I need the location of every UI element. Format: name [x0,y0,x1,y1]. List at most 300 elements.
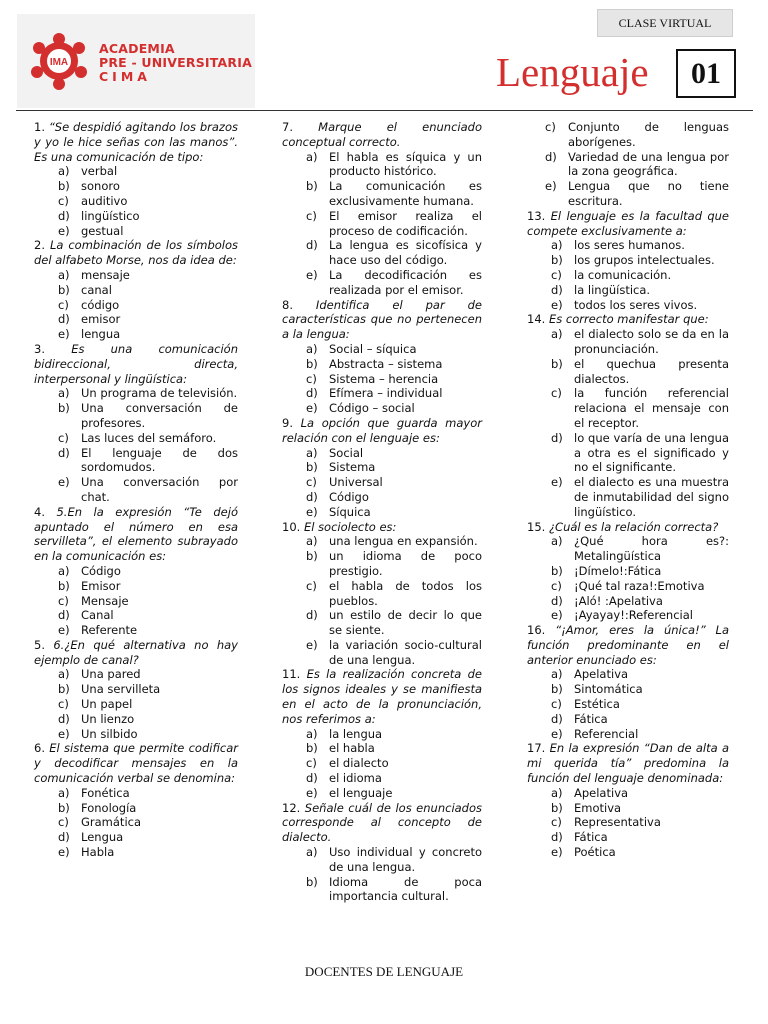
option-letter: d) [58,312,70,327]
option-letter: a) [58,386,70,401]
option-letter: a) [551,534,563,549]
option-text: gestual [81,223,124,238]
option [34,268,238,283]
question-number: 14. [527,312,546,327]
question-text: “¡Amor, eres la única!” La función predominante en el anterior enunciado es: [527,623,729,667]
option [34,623,238,638]
option [282,401,482,416]
option [282,446,482,461]
option-letter: a) [306,534,318,549]
option [527,357,729,387]
option-text: Variedad de una lengua por la zona geográfica. [568,149,729,179]
question-text: Identifica el par de características que no pertenecen a la lengua: [282,297,482,342]
option-text: Una conversación de profesores. [81,401,238,430]
unit-number: 01 [676,49,736,98]
option-text: todos los seres vivos. [574,297,698,312]
option [282,372,482,387]
question-text: Es una comunicación bidireccional, directa, interpersonal y lingüística: [34,341,238,386]
option-letter: d) [306,771,318,786]
option-text: Un programa de televisión. [81,386,238,401]
question-number: 17. [527,741,546,756]
question-number: 3. [34,341,45,356]
option [527,815,729,830]
option [34,786,238,801]
option-text: La decodificación es realizada por el emisor. [329,267,482,297]
option-text: el dialecto [329,756,389,771]
option [34,283,238,298]
option-letter: e) [551,845,563,860]
option-letter: d) [551,711,563,726]
option-text: Estética [574,697,620,712]
question-text: La combinación de los símbolos del alfabeto Morse, nos da idea de: [34,238,239,268]
option [282,505,482,520]
option [34,446,238,476]
option-text: lengua [81,327,121,342]
option-text: ¡Ayayay!:Referencial [574,608,693,623]
question-number: 10. [282,519,301,534]
option-letter: b) [58,282,70,297]
option-letter: a) [58,563,70,578]
option-letter: a) [551,238,563,253]
option-letter: a) [551,667,563,682]
question-text: Marque el enunciado conceptual correcto. [282,120,482,149]
question-text: “Se despidió agitando los brazos y yo le hice señas con las manos”. Es una comunicación de tipo: [34,120,238,164]
option [282,490,482,505]
question-number: 4. [34,504,45,519]
option [527,667,729,682]
option-letter: d) [306,489,318,504]
option-letter: b) [58,800,70,815]
option-letter: c) [58,297,69,312]
option-text: Código – social [329,401,415,416]
option-letter: c) [545,120,556,134]
option-letter: a) [58,164,70,179]
option [34,579,238,594]
option-letter: c) [58,193,69,208]
question-stem [527,741,729,785]
option-text: Universal [329,475,383,490]
option-text: ¡Dímelo!:Fática [574,563,662,578]
option-letter: b) [58,401,70,416]
option-letter: c) [551,697,562,712]
question-text: 6.¿En qué alternativa no hay ejemplo de canal? [34,637,238,667]
option [527,150,729,180]
column-2 [282,120,482,904]
option [34,830,238,845]
option [282,579,482,609]
option [282,386,482,401]
option-text: lo que varía de una lengua a otra es el significado y no el significante. [574,430,729,475]
option-letter: e) [58,726,70,741]
question-text: El sistema que permite codificar y decodificar mensajes en la comunicación verbal se denomina: [34,741,238,786]
option-letter: b) [551,253,563,268]
question-text: Señale cuál de los enunciados corresponde al concepto de dialecto. [282,800,483,845]
option [282,268,482,298]
option-letter: b) [58,682,70,697]
option-letter: e) [306,504,318,519]
option-text: Fonética [81,785,130,800]
option [527,608,729,623]
option [34,727,238,742]
option-text: Representativa [574,815,661,830]
option-text: Fática [574,830,608,845]
option-letter: a) [58,267,70,282]
option-letter: b) [306,874,318,889]
option-letter: e) [551,726,563,741]
class-badge: CLASE VIRTUAL [597,9,733,37]
option-text: un idioma de poco prestigio. [329,549,482,578]
option-letter: d) [306,386,318,401]
option-letter: c) [58,697,69,712]
option [527,801,729,816]
question-stem [527,623,729,667]
option-letter: d) [306,238,318,253]
option [282,475,482,490]
option-text: El lenguaje de dos sordomudos. [81,445,238,475]
option [34,164,238,179]
question-stem [527,520,729,535]
question-number: 13. [527,208,546,223]
question-number: 5. [34,637,45,652]
option-letter: a) [306,445,318,460]
logo-text [99,42,252,84]
option-letter: e) [306,401,318,416]
option [527,727,729,742]
option-letter: c) [551,578,562,593]
question-stem [34,505,238,564]
option-letter: e) [306,785,318,800]
option-text: ¡Qué tal raza!:Emotiva [574,578,705,593]
question-text: Es correcto manifestar que: [548,312,709,327]
option-letter: d) [551,430,563,445]
option [34,431,238,446]
option-letter: b) [58,578,70,593]
option [527,534,729,564]
option [282,727,482,742]
option-text: La comunicación es exclusivamente humana. [329,179,482,208]
option-letter: d) [58,445,70,460]
question-number: 7. [282,120,293,134]
option-letter: a) [306,341,318,356]
option-text: Idioma de poca importancia cultural. [329,874,482,904]
option-text: lingüístico [81,208,140,223]
option [282,150,482,180]
option-text: la variación socio-cultural de una lengua. [329,637,482,667]
option-text: Un papel [81,697,133,712]
option-letter: a) [306,726,318,741]
question-number: 15. [527,519,546,534]
option [527,830,729,845]
question-stem [34,120,238,164]
option-text: una lengua en expansión. [329,534,478,549]
option [34,594,238,609]
option-letter: a) [551,785,563,800]
option [282,608,482,638]
option-text: Mensaje [81,593,129,608]
column-1 [34,120,238,860]
question-stem [282,120,482,150]
option-letter: e) [58,327,70,342]
option-text: Habla [81,845,115,860]
option-text: Fática [574,711,608,726]
option-letter: d) [58,711,70,726]
option-text: el quechua presenta dialectos. [574,356,729,386]
option [527,564,729,579]
option-text: los seres humanos. [574,238,685,253]
option [282,534,482,549]
option [34,682,238,697]
option [527,120,729,150]
option-letter: e) [306,267,318,282]
option-letter: e) [58,223,70,238]
question-text: El sociolecto es: [303,519,397,534]
option-letter: e) [551,608,563,623]
option [527,475,729,519]
option-letter: b) [551,800,563,815]
question-number: 8. [282,297,293,312]
academy-emblem-icon [23,30,95,92]
option-letter: c) [306,756,317,771]
option [527,327,729,357]
option-text: verbal [81,164,118,179]
option-text: código [81,297,120,312]
option [282,741,482,756]
option-text: mensaje [81,267,130,282]
option [282,638,482,668]
option-text: la comunicación. [574,267,672,282]
question-text: La opción que guarda mayor relación con el lenguaje es: [282,415,482,445]
option [527,283,729,298]
option-text: emisor [81,312,121,327]
option-text: Efímera – individual [329,386,443,401]
logo [17,14,255,108]
option [527,253,729,268]
option-text: Lengua [81,830,124,845]
option-text: canal [81,282,112,297]
option [282,238,482,268]
option-text: el dialecto solo se da en la pronunciación. [574,327,729,356]
option-text: Un silbido [81,726,138,741]
option [34,608,238,623]
option-letter: d) [551,593,563,608]
option-text: Un lienzo [81,711,135,726]
option-text: el habla [329,741,375,756]
option-letter: d) [545,149,557,164]
option-text: el dialecto es una muestra de inmutabilidad del signo lingüístico. [574,475,729,519]
option-letter: c) [306,208,317,223]
question-number: 6. [34,741,45,756]
option-letter: b) [551,563,563,578]
question-stem [282,801,482,845]
option-letter: b) [306,460,318,475]
option-letter: e) [306,637,318,652]
option-letter: c) [306,578,317,593]
option-text: Referencial [574,726,639,741]
option [527,298,729,313]
question-number: 11. [282,667,301,682]
option-text: La lengua es sicofísica y hace uso del código. [329,238,482,268]
option [34,224,238,239]
option [282,756,482,771]
option [282,549,482,579]
question-stem [527,312,729,327]
question-stem [527,209,729,239]
question-number: 2. [34,238,45,253]
option [34,697,238,712]
option [282,179,482,209]
option-text: Poética [574,845,616,860]
option-letter: e) [551,297,563,312]
question-text: Es la realización concreta de los signos ideales y se manifiesta en el acto de la pronunciación, nos referimos a: [282,667,482,726]
option [34,475,238,505]
question-stem [34,741,238,785]
option-text: sonoro [81,179,120,194]
subject-title: Lenguaje [496,49,649,95]
option [527,238,729,253]
option-letter: e) [551,475,563,490]
option-text: Sistema – herencia [329,371,439,386]
header-divider [16,110,753,111]
option-text: Canal [81,608,114,623]
option [34,845,238,860]
question-number: 1. [34,120,45,134]
option-text: la función referencial relaciona el mensaje con el receptor. [574,386,729,430]
question-stem [34,238,238,268]
option-text: auditivo [81,193,128,208]
option [527,712,729,727]
option-text: ¡Aló! :Apelativa [574,593,663,608]
option [34,401,238,431]
option-text: Una pared [81,667,141,682]
option-letter: b) [306,741,318,756]
svg-text:IMA: IMA [49,57,69,68]
option-letter: e) [545,179,557,194]
question-stem [282,520,482,535]
footer: DOCENTES DE LENGUAJE [304,964,464,979]
option [282,209,482,239]
option-letter: b) [551,682,563,697]
option-text: Conjunto de lenguas aborígenes. [568,120,729,149]
question-number: 9. [282,415,293,430]
option-text: Una conversación por chat. [81,475,238,504]
question-number: 16. [527,623,546,638]
option [34,209,238,224]
option-letter: a) [306,845,318,860]
option [527,845,729,860]
option-text: Apelativa [574,667,629,682]
option-letter: a) [58,785,70,800]
option [34,667,238,682]
option [282,845,482,875]
question-stem [282,416,482,446]
option [34,712,238,727]
option-letter: b) [306,179,318,194]
option-text: Fonología [81,800,137,815]
option-letter: a) [306,149,318,164]
logo-line-1: ACADEMIA [99,41,175,56]
option-text: Código [81,563,121,578]
option-text: un estilo de decir lo que se siente. [329,608,482,638]
option-text: Síquica [329,504,371,519]
option-text: los grupos intelectuales. [574,253,715,268]
option-text: el lenguaje [329,785,393,800]
option [34,327,238,342]
option-letter: e) [58,845,70,860]
option [34,298,238,313]
option-letter: a) [551,327,563,342]
option-text: Código [329,489,369,504]
option-letter: c) [58,593,69,608]
option [282,875,482,905]
question-text: En la expresión “Dan de alta a mi querida tía” predomina la función del lenguaje denominada: [527,741,729,786]
option-text: Sistema [329,460,376,475]
option-letter: d) [58,208,70,223]
option [527,431,729,475]
option-letter: c) [306,371,317,386]
option-text: Una servilleta [81,682,161,697]
option-letter: b) [551,356,563,371]
option-text: el habla de todos los pueblos. [329,578,482,608]
option-text: Referente [81,623,138,638]
option-text: Social [329,445,364,460]
option [34,179,238,194]
option [34,564,238,579]
option [34,386,238,401]
option [282,342,482,357]
question-number: 12. [282,800,301,815]
option [34,801,238,816]
option-letter: b) [306,356,318,371]
option-letter: c) [551,815,562,830]
question-stem [282,298,482,342]
question-stem [34,342,238,386]
option-letter: d) [58,608,70,623]
option-letter: d) [551,830,563,845]
option-text: la lengua [329,726,383,741]
option-letter: d) [306,608,318,623]
option-letter: d) [58,830,70,845]
option [527,268,729,283]
option-letter: b) [306,549,318,564]
option-letter: d) [551,282,563,297]
option [282,786,482,801]
question-text: ¿Cuál es la relación correcta? [548,519,719,534]
option-text: Social – síquica [329,341,417,356]
option [527,697,729,712]
option-text: ¿Qué hora es?: Metalingüística [574,534,729,564]
option-text: la lingüística. [574,282,651,297]
option [527,179,729,209]
option-letter: e) [58,475,70,490]
question-stem [282,667,482,726]
question-text: 5.En la expresión “Te dejó apuntado el número en esa servilleta”, el elemento subrayado en la comunicación es: [34,504,238,564]
column-3 [527,120,729,860]
option [282,357,482,372]
option-letter: b) [58,179,70,194]
option-text: El habla es síquica y un producto histórico. [329,149,482,179]
question-text: El lenguaje es la facultad que compete exclusivamente a: [527,208,729,238]
option-letter: c) [306,475,317,490]
option-text: Lengua que no tiene escritura. [568,179,729,208]
option-letter: a) [58,667,70,682]
option [527,579,729,594]
question-stem [34,638,238,668]
option [34,312,238,327]
option-text: Sintomática [574,682,643,697]
option-text: Apelativa [574,785,629,800]
logo-line-2: PRE - UNIVERSITARIA [99,55,252,70]
option-text: Emotiva [574,800,622,815]
